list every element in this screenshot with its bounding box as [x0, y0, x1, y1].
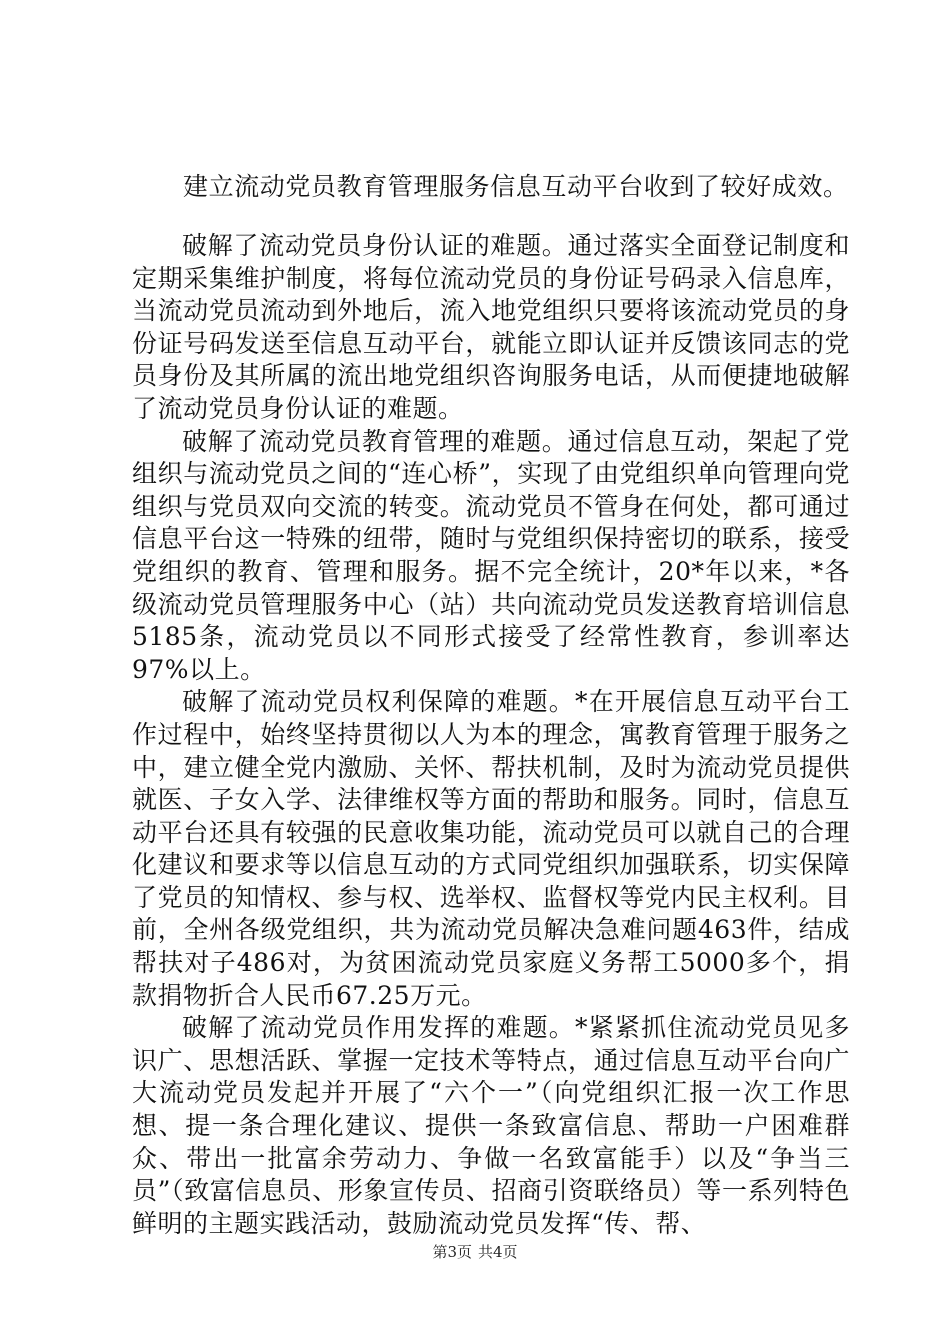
- page-footer: [0, 1242, 950, 1262]
- paragraph-education-management: 破解了流动党员教育管理的难题。通过信息互动，架起了党组织与流动党员之间的“连心桥”，实现了由党组织单向管理向党组织与党员双向交流的转变。流动党员不管身在何处，都可通过信息平台这一特殊的纽带，随时与党组织保持密切的联系，接受党组织的教育、管理和服务。据不完全统计，20*年以来，*各级流动党员管理服务中心（站）共向流动党员发送教育培训信息5185条，流动党员以不同形式接受了经常性教育，参训率达97%以上。: [132, 426, 850, 684]
- paragraph-rights-protection: 破解了流动党员权利保障的难题。*在开展信息互动平台工作过程中，始终坚持贯彻以人为本的理念，寓教育管理于服务之中，建立健全党内激励、关怀、帮扶机制，及时为流动党员提供就医、子女入学、法律维权等方面的帮助和服务。同时，信息互动平台还具有较强的民意收集功能，流动党员可以就自己的合理化建议和要求等以信息互动的方式同党组织加强联系，切实保障了党员的知情权、参与权、选举权、监督权等党内民主权利。目前，全州各级党组织，共为流动党员解决急难问题463件，结成帮扶对子486对，为贫困流动党员家庭义务帮工5000多个，捐款捐物折合人民币67.25万元。: [132, 687, 850, 1010]
- paragraph-identity-verification: 破解了流动党员身份认证的难题。通过落实全面登记制度和定期采集维护制度，将每位流动党员的身份证号码录入信息库，当流动党员流动到外地后，流入地党组织只要将该流动党员的身份证号码发送至信息互动平台，就能立即认证并反馈该同志的党员身份及其所属的流出地党组织咨询服务电话，从而便捷地破解了流动党员身份认证的难题。: [132, 231, 850, 423]
- page-number: 第3页: [432, 1243, 472, 1261]
- lead-sentence: 建立流动党员教育管理服务信息互动平台收到了较好成效。: [183, 172, 849, 201]
- page-total: 共4页: [478, 1243, 518, 1261]
- body-text: [132, 230, 850, 1240]
- paragraph-role-play: 破解了流动党员作用发挥的难题。*紧紧抓住流动党员见多识广、思想活跃、掌握一定技术等特点，通过信息互动平台向广大流动党员发起并开展了“六个一”（向党组织汇报一次工作思想、提一条合理化建议、提供一条致富信息、帮助一户困难群众、带出一批富余劳动力、争做一名致富能手）以及“争当三员”（致富信息员、形象宣传员、招商引资联络员）等一系列特色鲜明的主题实践活动，鼓励流动党员发挥“传、帮、: [132, 1013, 850, 1238]
